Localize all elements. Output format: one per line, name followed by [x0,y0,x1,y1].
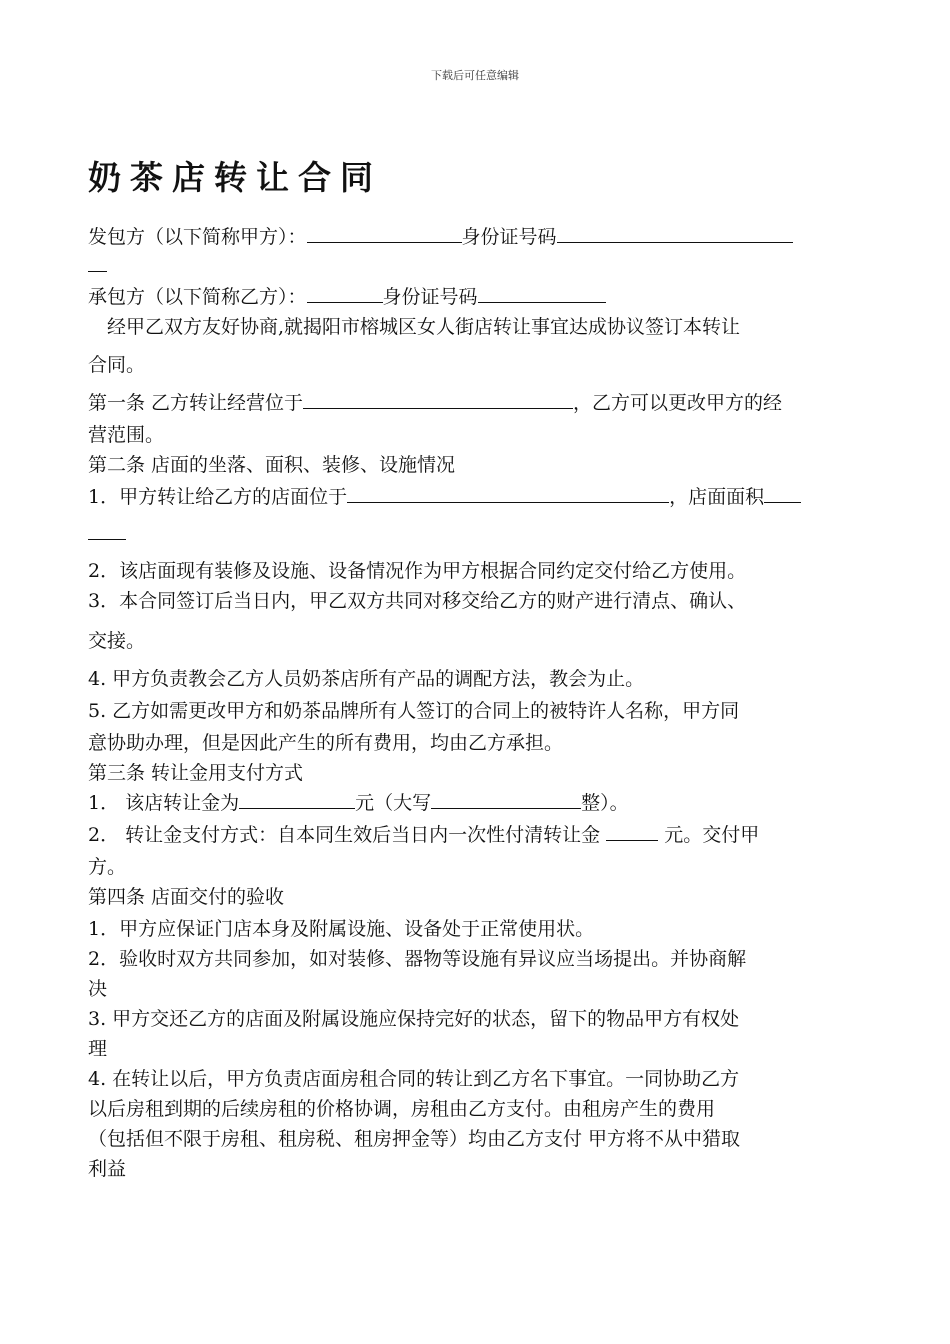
article-4-item-4-cont [88,1154,864,1184]
party-a-line-cont [88,254,864,282]
article-4-item-2-cont [88,974,864,1004]
text: 营范围。 [88,424,165,446]
text: 以后房租到期的后续房租的价格协调，房租由乙方支付。由租房产生的费用 [88,1098,716,1120]
text: 交接。 [88,630,146,652]
article-1-cont [88,420,864,450]
text: 第二条 店面的坐落、面积、装修、设施情况 [88,454,456,476]
preamble-cont [88,350,864,388]
blank [307,225,462,243]
blank [239,791,355,809]
article-2-heading [88,450,864,482]
text: 承包方（以下简称乙方）： [88,286,307,308]
blank [557,225,793,243]
text: 2． 转让金支付方式：自本同生效后当日内一次性付清转让金 [88,824,607,846]
text: 1．甲方应保证门店本身及附属设施、设备处于正常使用状。 [88,918,595,940]
text: 第三条 转让金用支付方式 [88,762,304,784]
document-title: 奶茶店转让合同 [88,158,382,197]
header-note: 下载后可任意编辑 [431,69,519,82]
article-2-item-1-cont [88,522,864,556]
article-4-item-3 [88,1004,864,1034]
preamble [88,312,864,350]
blank [303,391,573,409]
party-a-line [88,222,864,254]
article-3-item-1 [88,788,864,820]
blank [478,285,606,303]
text: 整）。 [581,792,629,814]
article-4-item-4 [88,1064,864,1094]
text: 身份证号码 [382,286,478,308]
article-4-item-1 [88,914,864,944]
text: 第四条 店面交付的验收 [88,886,285,908]
article-2-item-3 [88,586,864,626]
text: 发包方（以下简称甲方）： [88,226,307,248]
article-4-item-4-cont [88,1094,864,1124]
article-4-item-3-cont [88,1034,864,1064]
blank [307,285,383,303]
text: 1． 该店转让金为 [88,792,240,814]
text: 元（大写 [355,792,432,814]
text: 理 [88,1038,108,1060]
article-3-item-2-cont [88,852,864,882]
party-b-line [88,282,864,312]
text: 3. 甲方交还乙方的店面及附属设施应保持完好的状态，留下的物品甲方有权处 [88,1008,740,1030]
text: 经甲乙双方友好协商,就揭阳市榕城区女人街店转让事宜达成协议签订本转让 [107,316,741,338]
article-2-item-1 [88,482,864,522]
article-4-item-2 [88,944,864,974]
article-2-item-5 [88,696,864,728]
text: 决 [88,978,108,1000]
blank [606,823,658,841]
text: 合同。 [88,354,146,376]
article-3-item-2 [88,820,864,852]
article-2-item-3-cont [88,626,864,664]
text: ，店面面积 [669,486,765,508]
article-4-item-4-cont [88,1124,864,1154]
text: 4. 在转让以后，甲方负责店面房租合同的转让到乙方名下事宜。一同协助乙方 [88,1068,740,1090]
blank [88,522,126,540]
blank [764,485,801,503]
article-3-heading [88,758,864,788]
text: 第一条 乙方转让经营位于 [88,392,304,414]
article-4-heading [88,882,864,914]
article-2-item-2 [88,556,864,586]
text: 1．甲方转让给乙方的店面位于 [88,486,348,508]
article-1 [88,388,864,420]
contract-body [88,222,864,1184]
text: 身份证号码 [461,226,557,248]
blank [88,254,107,272]
text: 3．本合同签订后当日内，甲乙双方共同对移交给乙方的财产进行清点、确认、 [88,590,747,612]
text: 利益 [88,1158,127,1180]
text: 意协助办理，但是因此产生的所有费用，均由乙方承担。 [88,732,564,754]
text: 2．该店面现有装修及设施、设备情况作为甲方根据合同约定交付给乙方使用。 [88,560,747,582]
article-2-item-4 [88,664,864,696]
blank [347,485,669,503]
text: （包括但不限于房租、租房税、租房押金等）均由乙方支付 甲方将不从中猎取 [88,1128,741,1150]
text: 4. 甲方负责教会乙方人员奶茶店所有产品的调配方法，教会为止。 [88,668,645,690]
text: 5. 乙方如需更改甲方和奶茶品牌所有人签订的合同上的被特许人名称，甲方同 [88,700,740,722]
text: 元。交付甲 [658,824,760,846]
blank [431,791,581,809]
text: ，乙方可以更改甲方的经 [573,392,783,414]
article-2-item-5-cont [88,728,864,758]
text: 方。 [88,856,127,878]
text: 2．验收时双方共同参加，如对装修、器物等设施有异议应当场提出。并协商解 [88,948,747,970]
